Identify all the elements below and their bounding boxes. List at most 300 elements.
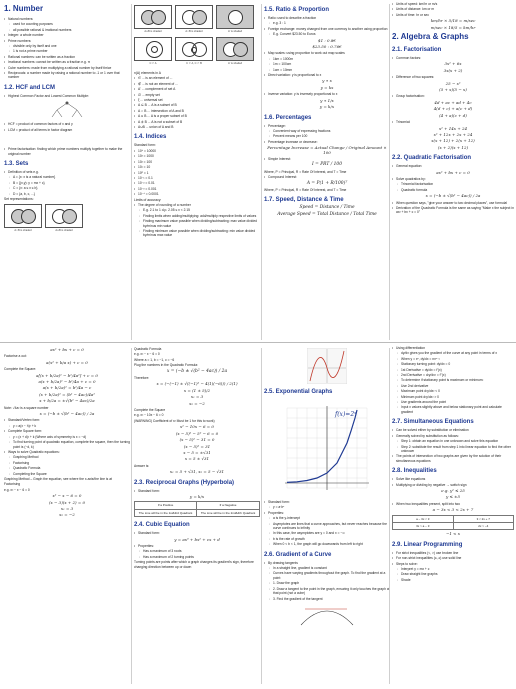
venn-circle-b	[192, 10, 207, 25]
list-item: • Foreign exchange: money changed from one currency to another using proportion	[264, 27, 390, 31]
equation: km/hr × 5/18 = m/sec	[430, 18, 476, 24]
list-item: ◦ E.g. Convert $23.50 to Euros	[264, 32, 390, 36]
list-item: ◦ y = (x + d)² + k (Where axis of symmetry is x = −d)	[4, 435, 130, 439]
list-item: • General equation:	[392, 164, 514, 168]
list-item: • A∪B ... union of A and B	[134, 125, 260, 129]
list-item: ◦ Quadratic formula	[392, 188, 514, 192]
venn-diagram	[134, 5, 172, 33]
venn-diagram	[175, 37, 213, 65]
prime-factorisation-list	[4, 147, 130, 156]
equation: Average Speed = Total Distance / Total Time	[277, 211, 377, 217]
equation: x = 5 ± √31	[184, 456, 210, 462]
list-item: ◦ Convenient way of expressing fractions	[264, 129, 390, 133]
note: Where, P = Principal, R = Rate Of Interest, and T = Time	[264, 187, 347, 192]
section-title-linear-programming: 2.9. Linear Programming	[392, 541, 463, 548]
list-item: • Solve quadratics by:	[392, 177, 514, 181]
list-item: • Natural numbers:	[4, 17, 130, 21]
quadratic-list	[392, 164, 514, 168]
list-item: ◦ C = {x: a ≤ x ≤ b}	[4, 186, 130, 190]
list-item: • ξ ... universal set	[134, 98, 260, 102]
venn-caption: A∪B is shaded	[55, 228, 73, 232]
equation: 3x² + 6x	[444, 61, 462, 67]
list-item: ◦ Shade	[392, 578, 514, 582]
list-item: • A ∪ B ... A is a proper subset of B	[134, 114, 260, 118]
page1-column-4	[392, 2, 514, 342]
page2-column-4	[392, 346, 514, 686]
list-item: • Multiplying or dividing by negative → switch sign	[392, 483, 514, 487]
venn-circle-a	[228, 10, 243, 25]
map-scales-list	[264, 51, 390, 77]
list-item: ◦ Finding limits when adding/multiplying: add/multiply respective limits of values	[134, 214, 260, 218]
equation: 25 − x²	[445, 80, 461, 86]
list-item: ◦ B = {(x,y): y = mx + c}	[4, 181, 130, 185]
list-item: • A' ... complement of set A	[134, 87, 260, 91]
section-title-indices: 1.4. Indices	[134, 134, 167, 141]
list-item: • When question says, "give your answer to two decimal places", use formula!	[392, 201, 514, 205]
list-item: ◦ When 0 < b < 1, the graph will go downwards from left to right	[264, 542, 390, 546]
list-item: ◦ dy/dx gives you the gradient of the curve at any point in terms of x	[392, 351, 514, 355]
cubic-list	[134, 531, 260, 535]
equation: x² − 10x − 6 = 0	[180, 424, 214, 430]
example: e.g. x² − 10x − 6 = 0	[134, 413, 164, 418]
column-divider	[261, 4, 262, 340]
example: Plug the numbers in the Quadratic Formula:	[134, 363, 198, 368]
equation: e.g. y² ≤ 25	[441, 487, 465, 493]
venn-row	[134, 37, 260, 65]
hcf-defs-list	[4, 122, 130, 132]
page-2	[0, 346, 516, 686]
list-item: • Ways to solve Quadratic equations:	[4, 450, 130, 454]
list-item: • Irrational numbers: cannot be written as a fraction e.g. π	[4, 60, 130, 64]
equation: y = kx	[320, 84, 334, 90]
equation: a(x + b/2a)² = b²/4a − c	[42, 385, 92, 391]
list-item: ◦ In a straight line, gradient is constant	[264, 566, 390, 570]
list-item: • Compound Interest:	[264, 175, 390, 179]
quadratic-formula-label: Quadratic Formula	[134, 347, 162, 351]
column-divider	[261, 348, 262, 684]
list-item: • HCF = product of common factors of x and y	[4, 122, 130, 126]
exponential-curve-label: f(x)=2ˣ	[335, 411, 357, 418]
list-item: ◦ 1st Derivative = dy/dx = f'(x)	[392, 368, 514, 372]
equation: y ∝ x	[322, 78, 332, 84]
tangent-diagram	[297, 603, 357, 627]
equation: 4(d + c) + a(c + d)	[433, 106, 473, 112]
list-item: ◦ Draw straight line graphs	[392, 572, 514, 576]
list-item: ◦ Trinomial factorisation	[392, 182, 514, 186]
differentiation-list	[392, 346, 514, 414]
percentages-list	[264, 124, 390, 145]
list-item: ◦ Has a maximum of 2 turning points	[134, 555, 260, 559]
list-item: ◦ E.g. 2.1 to 1 d.p. 2.05 ≤ x < 2.15	[134, 208, 260, 212]
venn-diagram	[216, 37, 254, 65]
list-item: ◦ y = a(x − h)² + k	[4, 424, 130, 428]
turning-points-note: Turning points are points after which a graph changes its gradient's sign, therefore changing direction between up or down	[134, 560, 254, 569]
page1-column-1	[4, 2, 130, 342]
list-item: ◦ divisible only by itself and one	[4, 44, 130, 48]
list-item: ◦ Finding maximum value possible when dividing/subtracting: max value divided by/minus min value	[134, 219, 260, 228]
list-item: • A ⊄ B ... A is not a subset of B	[134, 120, 260, 124]
list-item: • Derivation of the Quadratic Formula is the same as saying "Make x the subject in ax² + bx + c = 0"	[392, 206, 514, 215]
section-title-algebra: 2. Algebra & Graphs	[392, 32, 469, 42]
section-title-speed: 1.7. Speed, Distance & Time	[264, 197, 344, 204]
inequality-split-table	[392, 515, 514, 531]
list-item: • Units of speed: km/hr or m/s	[392, 2, 514, 6]
page2-column-3	[264, 346, 390, 686]
list-item: • Common factors:	[392, 56, 514, 60]
equation: a(x² + b/a x) + c = 0	[46, 359, 88, 365]
step-label: Factorise a out:	[4, 354, 27, 359]
venn-caption: A∪B is shaded	[144, 29, 162, 33]
equation: x(x + 12) + 2(x + 12)	[431, 138, 475, 144]
list-item: • Using differentiation	[392, 346, 514, 350]
list-item: • For non-strict inequalities (≤, ≥) use solid line	[392, 556, 514, 560]
list-item: ◦ A = {x: x is a natural number}	[4, 175, 130, 179]
list-item: ◦ Quadratic Formula	[4, 466, 130, 470]
venn-circle-b	[151, 10, 166, 25]
venn-diagram	[45, 204, 83, 232]
equation: a(x + b/2a)² − b²/4a + c = 0	[38, 379, 96, 385]
equation: (5 + x)(5 − x)	[439, 87, 467, 93]
list-item: • A ⊆ B ... A is a subset of B	[134, 103, 260, 107]
equation: y = k/x	[319, 104, 335, 110]
list-item: • Highest Common Factor and Lowest Common Multiple:	[4, 94, 130, 98]
list-item: ◦ Interpret y = mx + c	[392, 567, 514, 571]
list-item: ◦ 2. Draw a tangent to the point in the graph, ensuring it only touches the graph at that point (not a cube)	[264, 587, 390, 596]
step-label: Therefore:	[134, 376, 150, 381]
venn-caption: A∩B is shaded	[185, 29, 203, 33]
section-title-simultaneous: 2.7. Simultaneous Equations	[392, 419, 474, 426]
gradient-list	[264, 561, 390, 601]
section-title-number: 1. Number	[4, 4, 44, 13]
quadratic-methods-list	[392, 177, 514, 192]
list-item: • Standard form:	[264, 500, 390, 504]
list-item: ◦ Has a maximum of 3 roots	[134, 549, 260, 553]
section-title-inequalities: 2.8. Inequalities	[392, 468, 437, 475]
list-item: • The degree of rounding of a number	[134, 203, 260, 207]
list-item: • ∈ ... is an element of ...	[134, 76, 260, 80]
list-item: ◦ e.g. 3 : 1	[264, 21, 390, 25]
list-item: ◦ used for counting purposes	[4, 22, 130, 26]
list-item: • Inverse variation: y is inversely proportional to x	[264, 92, 390, 96]
list-item: ◦ To determine if stationary point is maximum or minimum:	[392, 378, 514, 382]
complete-square-label: Complete the Square	[134, 408, 166, 413]
list-item: • Standard form:	[134, 489, 260, 493]
example: e.g. x² − x − 6 = 0	[134, 352, 160, 357]
section-title-percentages: 1.6. Percentages	[264, 114, 312, 121]
list-item: ◦ Minimum point d²y/dx² > 0	[392, 395, 514, 399]
equation: y = k/x	[189, 493, 205, 499]
list-item: • Prime factorisation: finding which prime numbers multiply together to make the original number	[4, 147, 130, 156]
list-item: ◦ 2nd Derivative = d²y/dx² = f''(x)	[392, 373, 514, 377]
list-item: • 10⁻⁴ = 0.0001	[134, 192, 260, 196]
list-item: • A ∩ B ... intersection of A and B	[134, 109, 260, 113]
list-item: • Percentage:	[264, 124, 390, 128]
equation: x₁ = 5 + √31, x₂ = 5 − √31	[169, 469, 225, 475]
note: Where, P = Principal, R = Rate Of Interest, and T = Time	[264, 169, 347, 174]
section-title-factorisation: 2.1. Factorisation	[392, 47, 442, 54]
list-item: ◦ Maximum point d²y/dx² < 0	[392, 389, 514, 393]
equation: ax² + bx + c = 0	[50, 347, 84, 352]
list-item: ◦ a is the y-intercept	[264, 516, 390, 520]
equation: Speed = Distance / Time	[299, 205, 355, 211]
simple-interest-list	[264, 157, 390, 161]
elements-label: n(A) elements in A	[134, 71, 161, 75]
list-item: • 10³ = 1000	[134, 154, 260, 158]
section-title-cubic: 2.4. Cubic Equation	[134, 522, 190, 529]
list-item: • Ratio: used to describe a fraction	[264, 16, 390, 20]
equation: x² − x − 6 = 0	[52, 493, 82, 499]
list-item: ◦ In this case, the asymptotes are y = 0 and x = −∞	[264, 531, 390, 535]
exponential-list	[264, 500, 390, 547]
list-item: • Complete Square form:	[4, 429, 130, 433]
list-item: • Units of distance: km or m	[392, 7, 514, 11]
venn-caption: A' is shaded	[227, 29, 243, 33]
list-item: • 10⁻³ = 0.001	[134, 187, 260, 191]
list-item: ◦ Percent means per 100	[264, 134, 390, 138]
reciprocal-list	[134, 489, 260, 493]
list-item: • For strict inequalities (<, >) use broken line	[392, 551, 514, 555]
equation: (x + b/2a)² = (b² − 4ac)/4a²	[39, 391, 95, 397]
list-item: • Map scales: using proportion to work out map scales	[264, 51, 390, 55]
list-item: • By drawing tangents	[264, 561, 390, 565]
equation: y = ax³ + bx² + cx + d	[174, 536, 220, 542]
table-cell: a − 3x < 3	[393, 515, 454, 522]
equation: x = (−(−1) ± √((−1)² − 4(1)(−6))) / 2(1)	[156, 381, 238, 387]
list-item: ◦ Stationary turning point: dy/dx = 0	[392, 362, 514, 366]
list-item: • Prime numbers:	[4, 39, 130, 43]
list-item: ◦ Finding minimum value possible when dividing/subtracting: min value divided by/minus max value	[134, 229, 260, 238]
example: Where a = 1, b = −1, c = −6	[134, 357, 175, 362]
cubic-props-list	[134, 544, 260, 559]
list-item: ◦ Completing the Square	[4, 472, 130, 476]
equation: 4d + ac + ad + 4c	[434, 99, 472, 105]
list-item: • ∅ ... empty set	[134, 93, 260, 97]
venn-diagram	[216, 5, 254, 33]
list-item: ◦ all possible rational & irrational numbers	[4, 28, 130, 32]
list-item: • When two inequalities present, split into two	[392, 502, 514, 506]
hcf-list	[4, 94, 130, 98]
equation: y ∝ 1/x	[320, 97, 334, 103]
list-item: • Properties:	[264, 511, 390, 515]
list-item: • Steps to solve:	[392, 562, 514, 566]
powers-of-ten-list	[134, 149, 260, 197]
list-item: • Units of time: hr or sec	[392, 13, 514, 17]
equation: x + b/2a = ±√(b² − 4ac)/2a	[39, 398, 95, 404]
list-item: • Rational numbers: can be written as a fraction	[4, 55, 130, 59]
venn-caption: A' is shaded	[227, 61, 243, 65]
cubic-graph-illustration	[307, 348, 347, 384]
list-item: • LCM = product of all terms in factor diagram	[4, 128, 130, 132]
list-item: ◦ Graphing Method	[4, 455, 130, 459]
list-item: ◦ To find turning point of quadratic equation, complete the square, then the turning point is (−d, k)	[4, 440, 130, 449]
quadratic-notes-list	[392, 201, 514, 215]
list-item: • Can be solved either by substitution or elimination	[392, 428, 514, 432]
table-cell: 3 < 2x + 7	[453, 515, 514, 522]
section-title-ratio: 1.5. Ratio & Proportion	[264, 7, 330, 13]
inequalities-list-2	[392, 502, 514, 506]
list-item: ◦ 1cm = 10mm	[264, 68, 390, 72]
list-item: • Solve like equations	[392, 477, 514, 481]
inequalities-list	[392, 477, 514, 487]
section-title-exponential: 2.5. Exponential Graphs	[264, 389, 333, 395]
list-item: • Group factorisation:	[392, 94, 514, 98]
column-divider	[131, 348, 132, 684]
list-item: ◦ b is the rate of growth	[264, 537, 390, 541]
equation: x − 5 = ±√31	[183, 449, 211, 455]
page2-column-1	[4, 346, 130, 686]
ratio-list	[264, 16, 390, 37]
section-title-hcf-lcm: 1.2. HCF and LCM	[4, 84, 56, 91]
list-item: ◦ Step 2: substitute the result from step 1 into linear equation to find the other unknown	[392, 445, 514, 454]
list-item: ◦ 1 is not a prime number	[4, 49, 130, 53]
list-item: • Integer: a whole number	[4, 33, 130, 37]
list-item: ◦ 1m = 100cm	[264, 62, 390, 66]
list-item: ◦ 3. Find the gradient of the tangent	[264, 597, 390, 601]
venn-caption: C ⊂ A	[149, 61, 157, 65]
list-item: ◦ Use gradients around the point	[392, 400, 514, 404]
limits-label: Limits of accuracy:	[134, 197, 162, 202]
equation: x = (−b ± √(b² − 4ac)) / 2a	[166, 368, 228, 374]
equation: m/sec × 18/5 = km/hr	[430, 24, 476, 30]
simultaneous-list	[392, 428, 514, 463]
equation: x₂ = −2	[189, 400, 205, 406]
table-header: If a Positive	[135, 502, 197, 509]
equation: x₁ = 3	[190, 394, 204, 400]
inverse-variation-list	[264, 92, 390, 96]
table-cell: The Line will be in the 1st&3rd Quadrant	[135, 509, 197, 516]
equation: I = PRT / 100	[312, 162, 342, 168]
list-item: ◦ Input x values slightly above and below stationary point and calculate gradient	[392, 405, 514, 414]
graphing-method-note: Graphing Method – Graph the equation, see where the x-axis/the line is at	[4, 476, 112, 481]
equation: x₂ = −2	[59, 512, 75, 518]
list-item: • Direct variation: y is proportional to x	[264, 73, 390, 77]
list-item: ◦ Asymptotes are lines that a curve approaches, but never reaches because the curve continues to infinity	[264, 522, 390, 531]
factorisation-list	[392, 75, 514, 79]
vertex-form-list	[4, 418, 130, 475]
list-item: ◦ 1. Draw the graph	[264, 581, 390, 585]
page1-column-2	[134, 2, 260, 342]
equation: A = P(1 + R/100)ᵀ	[306, 180, 348, 186]
section-title-reciprocal: 2.3. Reciprocal Graphs (Hyperbola)	[134, 479, 235, 486]
page1-column-3	[264, 2, 390, 342]
equation: y ≤ ±5	[445, 494, 461, 500]
equation: a − 3x < 3 < 2x + 7	[432, 507, 474, 513]
list-item: • Trinomial:	[392, 120, 514, 124]
equation: ax² + bx + c = 0	[436, 169, 470, 175]
list-item: • 10¹ = 10	[134, 165, 260, 169]
note: Note: √4a² is a square number	[4, 405, 49, 410]
venn-row	[4, 204, 130, 232]
list-item: ◦ Use 2nd derivative	[392, 384, 514, 388]
equation: x = (−b ± √(b² − 4ac)) / 2a	[39, 411, 95, 417]
equation: (x + 2)(x + 12)	[437, 144, 469, 150]
table-header: If a Negative	[197, 502, 260, 509]
list-item: ◦ Curves have varying gradients throughout the graph. To find the gradient at a point:	[264, 571, 390, 580]
list-item: • Cube numbers: made from multiplying a rational number by itself thrice	[4, 66, 130, 70]
page2-column-2	[134, 346, 260, 686]
equation: (x − 5)² − 5² − 6 = 0	[175, 430, 219, 436]
sets-definitions-list	[4, 170, 130, 196]
list-item: • 10⁻² = 0.01	[134, 181, 260, 185]
venn-circle-c	[191, 47, 197, 53]
venn-circle-b	[21, 209, 36, 224]
venn-circle-b	[62, 209, 77, 224]
list-item: ◦ 1km = 1000m	[264, 57, 390, 61]
list-item: • Difference of two squares:	[392, 75, 514, 79]
linear-programming-list	[392, 551, 514, 582]
venn-caption: C ⊂ A, C ⊂ B	[186, 61, 202, 65]
list-item: • Standard form:	[134, 531, 260, 535]
units-list	[392, 2, 514, 17]
list-item: ◦ Factorising	[4, 461, 130, 465]
table-cell: 3x > a − 3	[393, 522, 454, 529]
list-item: • Definition of sets e.g.	[4, 170, 130, 174]
exponential-graph	[277, 398, 377, 498]
equation: x = (1 ± 5)/2	[183, 387, 211, 393]
list-item: ◦ D = {a, b, c, ...}	[4, 192, 130, 196]
example: e.g. x² − x − 6 = 0	[4, 487, 30, 492]
venn-row	[134, 5, 260, 33]
equation: $23.50 : 0.76€	[312, 44, 342, 50]
factorisation-list	[392, 120, 514, 124]
reciprocal-table	[134, 501, 260, 517]
table-cell: 2x > −4	[453, 522, 514, 529]
venn-circle-c	[151, 46, 158, 53]
venn-diagram	[134, 37, 172, 65]
equation: (x − 5)² − 31 = 0	[179, 437, 215, 443]
table-cell: The Line will be in the 2nd&4th Quadrant	[197, 509, 260, 516]
limits-list	[134, 203, 260, 238]
column-divider	[389, 348, 390, 684]
list-item: • 10² = 100	[134, 160, 260, 164]
venn-diagram	[175, 5, 213, 33]
factorisation-list	[392, 56, 514, 60]
list-item: • Simple Interest:	[264, 157, 390, 161]
venn-diagram	[4, 204, 42, 232]
venn-caption: A∩B is shaded	[14, 228, 32, 232]
equation: a[(x + b/2a)² − b²/4a²] + c = 0	[36, 372, 98, 378]
factorisation-list	[392, 94, 514, 98]
section-title-quadratic: 2.2. Quadratic Factorisation	[392, 155, 472, 162]
equation: −1 < x	[445, 531, 461, 537]
list-item: ◦ Step 1: obtain an equation in one unknown and solve this equation	[392, 439, 514, 443]
venn-circle-b	[233, 42, 248, 57]
step-label: Complete the Square:	[4, 367, 37, 372]
equation: (4 + a)(c + d)	[439, 112, 467, 118]
standard-form-label: Standard form:	[134, 143, 156, 148]
list-item: • The points of intersection of two graphs are given by the solution of their simultaneous equations	[392, 454, 514, 463]
section-title-sets: 1.3. Sets	[4, 160, 29, 167]
section-title-gradient: 2.6. Gradient of a Curve	[264, 551, 332, 558]
equation: $1 : 0.8€	[318, 37, 336, 43]
answer-label: Answer is:	[134, 463, 150, 468]
list-item: • Reciprocals: a number made by raising a rational number to -1 or 1 over that number	[4, 71, 130, 80]
equation: (x − 3)(x + 2) = 0	[48, 499, 86, 505]
factorising-label: Factorising	[4, 482, 21, 487]
factor-tree-diagram	[47, 100, 87, 120]
list-item: • 10⁻¹ = 0.1	[134, 176, 260, 180]
list-item: • 10⁰ = 1	[134, 171, 260, 175]
list-item: • ∉ ... is not an element of ...	[134, 82, 260, 86]
set-symbols-list	[134, 76, 260, 129]
equation: x = (−b ± √(b² − 4ac)) / 2a	[425, 193, 481, 199]
page-separator	[0, 342, 516, 343]
equation: x² + 12x + 2x + 24	[433, 131, 473, 137]
list-item: • Percentage increase or decrease:	[264, 140, 390, 144]
set-representations-label: Set representations:	[4, 196, 34, 201]
column-divider	[131, 4, 132, 340]
equation: 3x(x + 2)	[443, 67, 463, 73]
